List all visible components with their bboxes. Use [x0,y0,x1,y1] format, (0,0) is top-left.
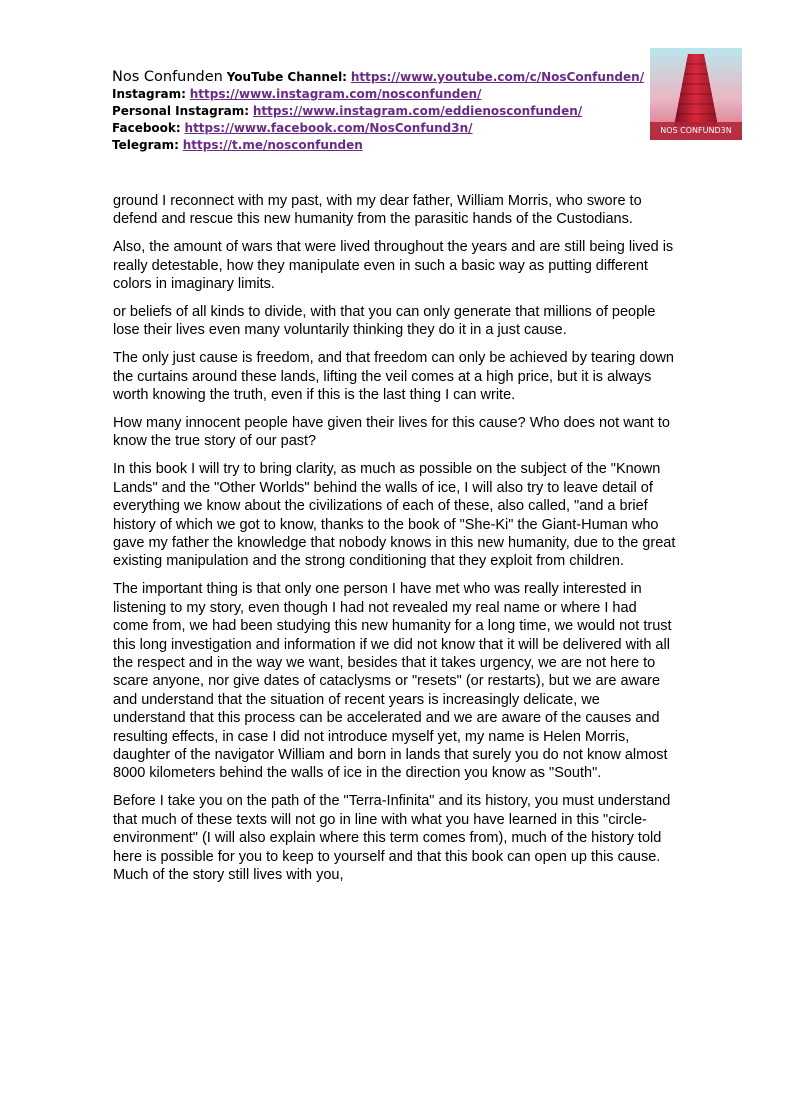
paragraph: The only just cause is freedom, and that freedom can only be achieved by tearing down the curtains around these lands, lifting the veil comes at a high price, but it is always worth knowing the truth, even if this is the last thing I can write. [113,350,674,404]
document-body [113,192,676,894]
instagram-label: Instagram: [112,87,186,101]
personal-instagram-row [112,103,642,120]
paragraph: ground I reconnect with my past, with my dear father, William Morris, who swore to defend and rescue this new humanity from the parasitic hands of the Custodians. [113,193,642,228]
document-header [112,69,645,154]
paragraph: The important thing is that only one person I have met who was really interested in listening to my story, even though I had not revealed my real name or where I had come from, we had been studying this new humanity for a long time, we would not trust this long investigation and information if we did not know that it will be delivered with all the respect and in the way we want, besides that it takes urgency, we are not here to scare anyone, nor give dates of cataclysms or "resets" (or restarts), but we are aware and understand that the situation of recent years is increasingly delicate, we understand that this process can be accelerated and we are aware of the causes and resulting effects, in case I did not introduce myself yet, my name is Helen Morris, daughter of the navigator William and born in lands that surely you do not know almost 8000 kilometers behind the walls of ice in the direction you know as "South". [113,581,672,782]
paragraph: How many innocent people have given their lives for this cause? Who does not want to know the true story of our past? [113,415,670,450]
telegram-label: Telegram: [112,138,179,152]
telegram-link[interactable]: https://t.me/nosconfunden [182,138,363,152]
paragraph: In this book I will try to bring clarity, as much as possible on the subject of the "Known Lands" and the "Other Worlds" behind the walls of ice, I will also try to leave detail of everything we know about the civilizations of each of these, also called, "and a brief history of which we got to know, thanks to the book of "She-Ki" the Giant-Human who gave my father the knowledge that nobody knows in this new humanity, due to the great existing manipulation and the strong conditioning that they exploit from children. [113,461,676,570]
paragraph: Also, the amount of wars that were lived throughout the years and are still being lived is really detestable, how they manipulate even in such a basic way as putting different colors in imaginary limits. [113,239,674,293]
paragraph: Before I take you on the path of the "Terra-Infinita" and its history, you must understand that much of these texts will not go in line with what you have learned in this "circle-environment" (I will also explain where this term comes from), much of the history told here is possible for you to keep to yourself and that this book can open up this cause. Much of the story still lives with you, [113,793,671,883]
youtube-row [112,69,645,86]
facebook-row [112,120,642,137]
youtube-link[interactable]: https://www.youtube.com/c/NosConfunden/ [350,70,645,84]
nos-confunden-logo [650,48,742,140]
paragraph: or beliefs of all kinds to divide, with that you can only generate that millions of people lose their lives even many voluntarily thinking they do it in a just cause. [113,304,656,339]
logo-text: NOS CONFUND3N [660,126,732,135]
brand-name: Nos Confunden [112,69,223,85]
telegram-row [112,137,642,154]
personal-instagram-label: Personal Instagram: [112,104,250,118]
facebook-label: Facebook: [112,121,181,135]
youtube-label: YouTube Channel: [226,70,347,84]
facebook-link[interactable]: https://www.facebook.com/NosConfund3n/ [184,121,473,135]
personal-instagram-link[interactable]: https://www.instagram.com/eddienosconfunden/ [252,104,583,118]
instagram-row [112,86,642,103]
instagram-link[interactable]: https://www.instagram.com/nosconfunden/ [189,87,482,101]
